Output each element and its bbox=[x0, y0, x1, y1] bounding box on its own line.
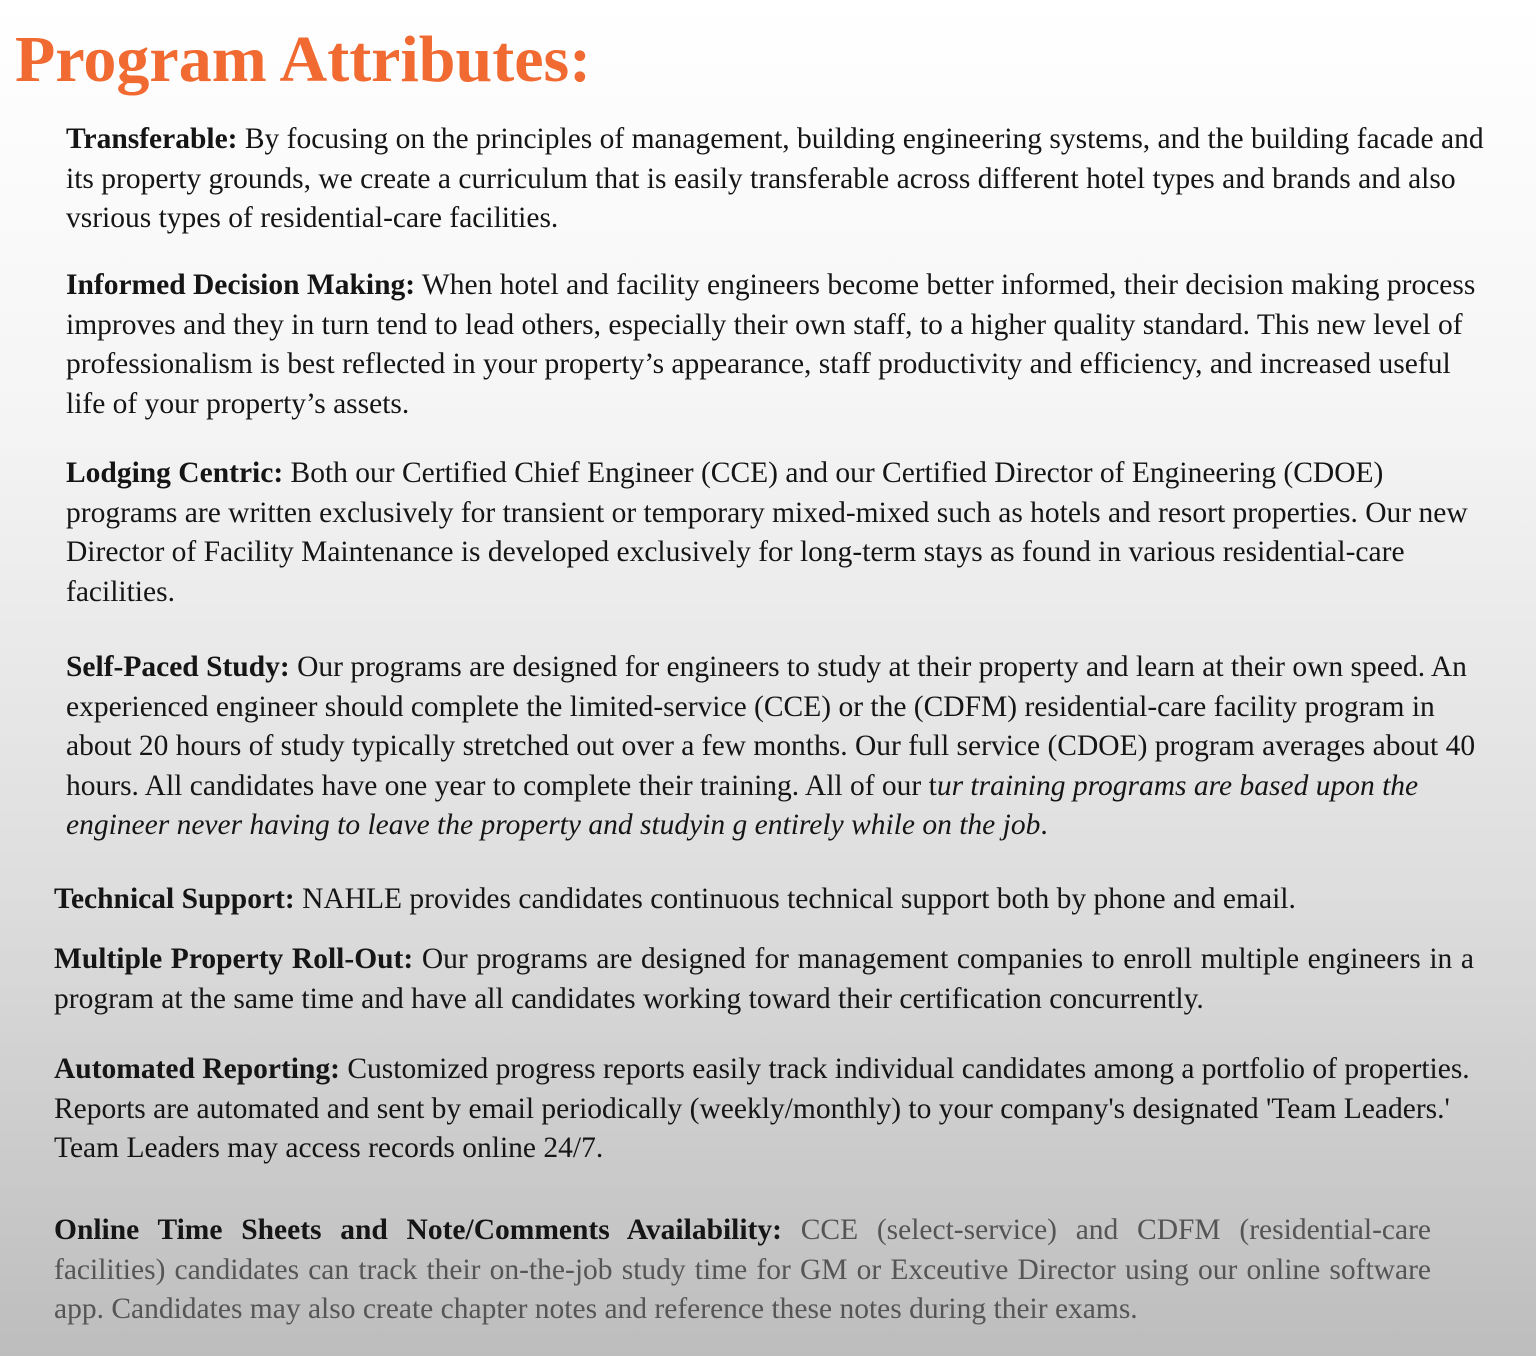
page-title: Program Attributes: bbox=[15, 23, 592, 96]
attribute-heading: Online Time Sheets and Note/Comments Availability: bbox=[54, 1214, 782, 1246]
attribute-heading: Self-Paced Study: bbox=[66, 651, 290, 683]
attribute-transferable bbox=[66, 120, 1496, 239]
attribute-text: Our programs are designed for management companies to enroll multiple engineers in a program at the same time and have all candidates working toward their certification concurrently. bbox=[54, 943, 1474, 1015]
attribute-heading: Technical Support: bbox=[54, 883, 295, 915]
attribute-text: Both our Certified Chief Engineer (CCE) and our Certified Director of Engineering (CDOE) programs are written exclusively for transient or temporary mixed-mixed such as hotels and resort properties. Our new Director of Facility Maintenance is developed exclusively for long-term stays as found in various residential-care facilities. bbox=[66, 457, 1468, 608]
attribute-heading: Informed Decision Making: bbox=[66, 269, 416, 301]
attribute-self-paced-study bbox=[66, 648, 1506, 846]
attribute-heading: Transferable: bbox=[66, 123, 238, 155]
attribute-technical-support bbox=[54, 880, 1494, 920]
attribute-heading: Multiple Property Roll-Out: bbox=[54, 943, 414, 975]
attribute-multiple-property-roll-out bbox=[54, 940, 1474, 1019]
attribute-heading: Lodging Centric: bbox=[66, 457, 284, 489]
attribute-text: CCE (select-service) and CDFM (residential-care facilities) candidates can track their on-the-job study time for GM or Exceutive Director using our online software app. Candidates may also create chapter notes and reference these notes during their exams. bbox=[54, 1214, 1432, 1325]
attribute-text: When hotel and facility engineers become better informed, their decision making process improves and they in turn tend to lead others, especially their own staff, to a higher quality standard. This new level of professionalism is best reflected in your property’s appearance, staff productivity and efficiency, and increased useful life of your property’s assets. bbox=[66, 269, 1476, 420]
attribute-lodging-centric bbox=[66, 454, 1496, 612]
attribute-informed-decision-making bbox=[66, 266, 1496, 424]
attribute-text: Our programs are designed for engineers to study at their property and learn at their own speed. An experienced engineer should complete the limited-service (CCE) or the (CDFM) residential-care facility program in about 20 hours of study typically stretched out over a few months. Our full service (CDOE) program averages about 40 hours. All candidates have one year to complete their training. All of our t bbox=[66, 651, 1476, 802]
attribute-text: By focusing on the principles of management, building engineering systems, and the building facade and its property grounds, we create a curriculum that is easily transferable across different hotel types and brands and also vsrious types of residential-care facilities. bbox=[66, 123, 1484, 234]
attribute-text: NAHLE provides candidates continuous technical support both by phone and email. bbox=[302, 883, 1296, 915]
attribute-automated-reporting bbox=[54, 1050, 1484, 1169]
attribute-heading: Automated Reporting: bbox=[54, 1053, 340, 1085]
attribute-text: Customized progress reports easily track individual candidates among a portfolio of properties. Reports are automated and sent by email periodically (weekly/monthly) to your company's designated 'Team Leaders.' Team Leaders may access records online 24/7. bbox=[54, 1053, 1470, 1164]
attribute-end-text: . bbox=[1040, 809, 1048, 841]
attribute-online-time-sheets bbox=[54, 1211, 1431, 1330]
attribute-italic-text: ur training programs are based upon the engineer never having to leave the property and studyin g entirely while on the job bbox=[66, 769, 1419, 841]
